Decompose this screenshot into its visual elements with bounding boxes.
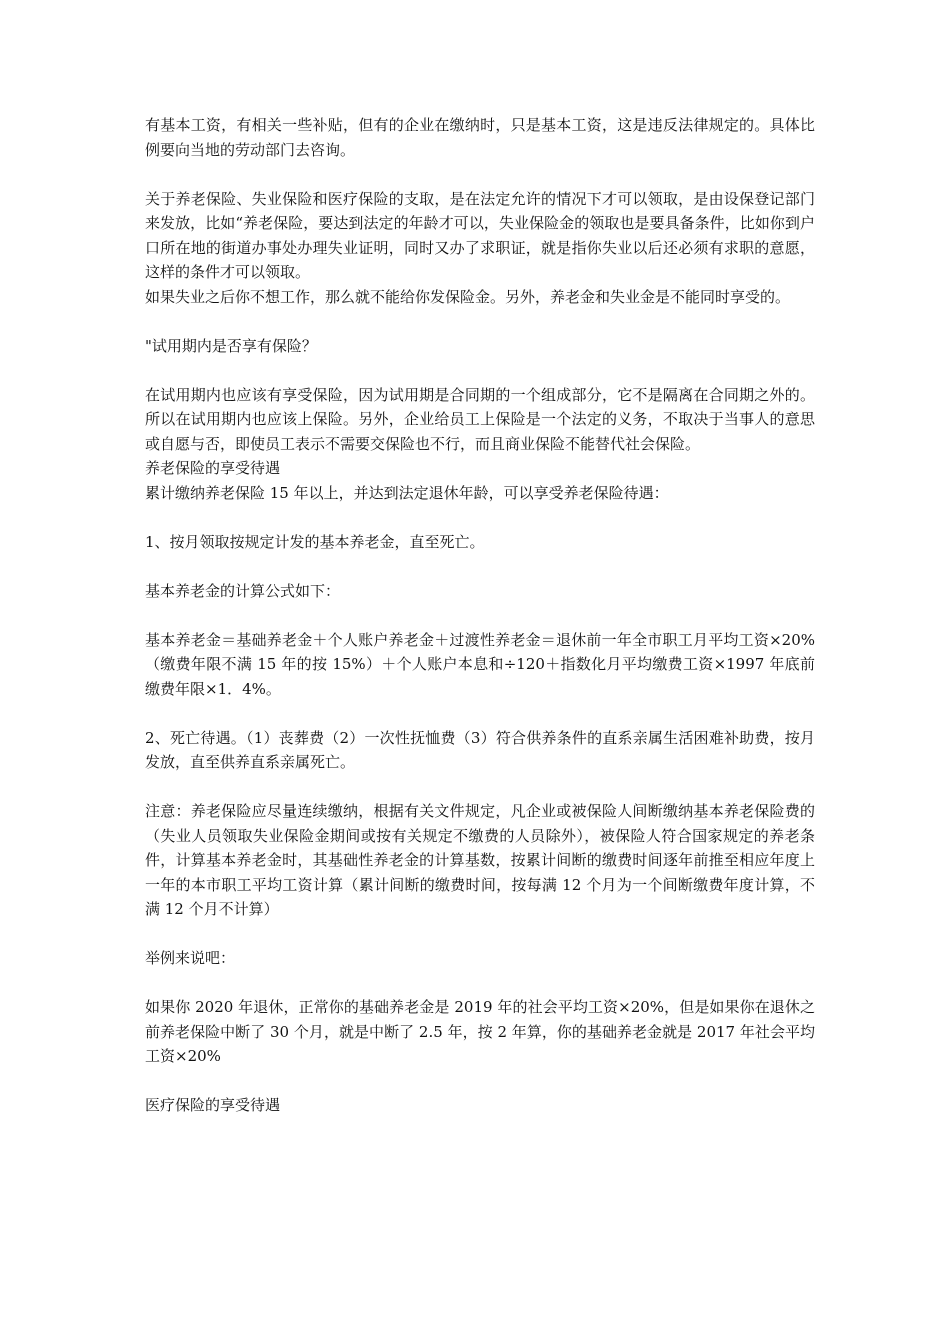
paragraph: 基本养老金的计算公式如下： (145, 581, 341, 600)
section-heading: 医疗保险的享受待遇 (145, 1096, 281, 1114)
paragraph: 关于养老保险、失业保险和医疗保险的支取，是在法定允许的情况下才可以领取，是由设保登记部门来发放，比如“养老保险，要达到法定的年龄才可以，失业保险金的领取也是要具备条件，比如你到户口所在地的街道办事处办理失业证明，同时又办了求职证，就是指你失业以后还必须有求职的意愿，这样的条件才可以领取。 (145, 189, 815, 281)
paragraph: 累计缴纳养老保险 15 年以上，并达到法定退休年龄，可以享受养老保险待遇： (145, 483, 669, 502)
formula-paragraph: 基本养老金＝基础养老金＋个人账户养老金＋过渡性养老金＝退休前一年全市职工月平均工资×20%（缴费年限不满 15 年的按 15%）＋个人账户本息和÷120＋指数化月平均缴费工资×1997 年底前缴费年限×1．4%。 (145, 630, 815, 698)
paragraph: 有基本工资，有相关一些补贴，但有的企业在缴纳时，只是基本工资，这是违反法律规定的。具体比例要向当地的劳动部门去咨询。 (145, 116, 815, 159)
list-item: 2、死亡待遇。（1）丧葬费（2）一次性抚恤费（3）符合供养条件的直系亲属生活困难补助费，按月发放，直至供养直系亲属死亡。 (145, 728, 815, 771)
section-heading: 养老保险的享受待遇 (145, 459, 281, 477)
note-paragraph: 注意：养老保险应尽量连续缴纳，根据有关文件规定，凡企业或被保险人间断缴纳基本养老保险费的（失业人员领取失业保险金期间或按有关规定不缴费的人员除外），被保险人符合国家规定的养老条件，计算基本养老金时，其基础性养老金的计算基数，按累计间断的缴费时间逐年前推至相应年度上一年的本市职工平均工资计算（累计间断的缴费时间，按每满 12 个月为一个间断缴费年度计算，不满 12 个月不计算） (145, 802, 815, 918)
section-question: "试用期内是否享有保险？ (145, 336, 317, 355)
example-paragraph: 如果你 2020 年退休，正常你的基础养老金是 2019 年的社会平均工资×20%，但是如果你在退休之前养老保险中断了 30 个月，就是中断了 2.5 年，按 2 年算，你的基础养老金就是 2017 年社会平均工资×20% (145, 998, 815, 1065)
paragraph: 在试用期内也应该有享受保险，因为试用期是合同期的一个组成部分，它不是隔离在合同期之外的。所以在试用期内也应该上保险。另外，企业给员工上保险是一个法定的义务，不取决于当事人的意思或自愿与否，即使员工表示不需要交保险也不行，而且商业保险不能替代社会保险。 (145, 385, 815, 453)
paragraph: 举例来说吧： (145, 949, 236, 967)
paragraph: 如果失业之后你不想工作，那么就不能给你发保险金。另外，养老金和失业金是不能同时享受的。 (145, 287, 791, 306)
document-page (145, 113, 815, 1118)
list-item: 1、按月领取按规定计发的基本养老金，直至死亡。 (145, 532, 485, 551)
